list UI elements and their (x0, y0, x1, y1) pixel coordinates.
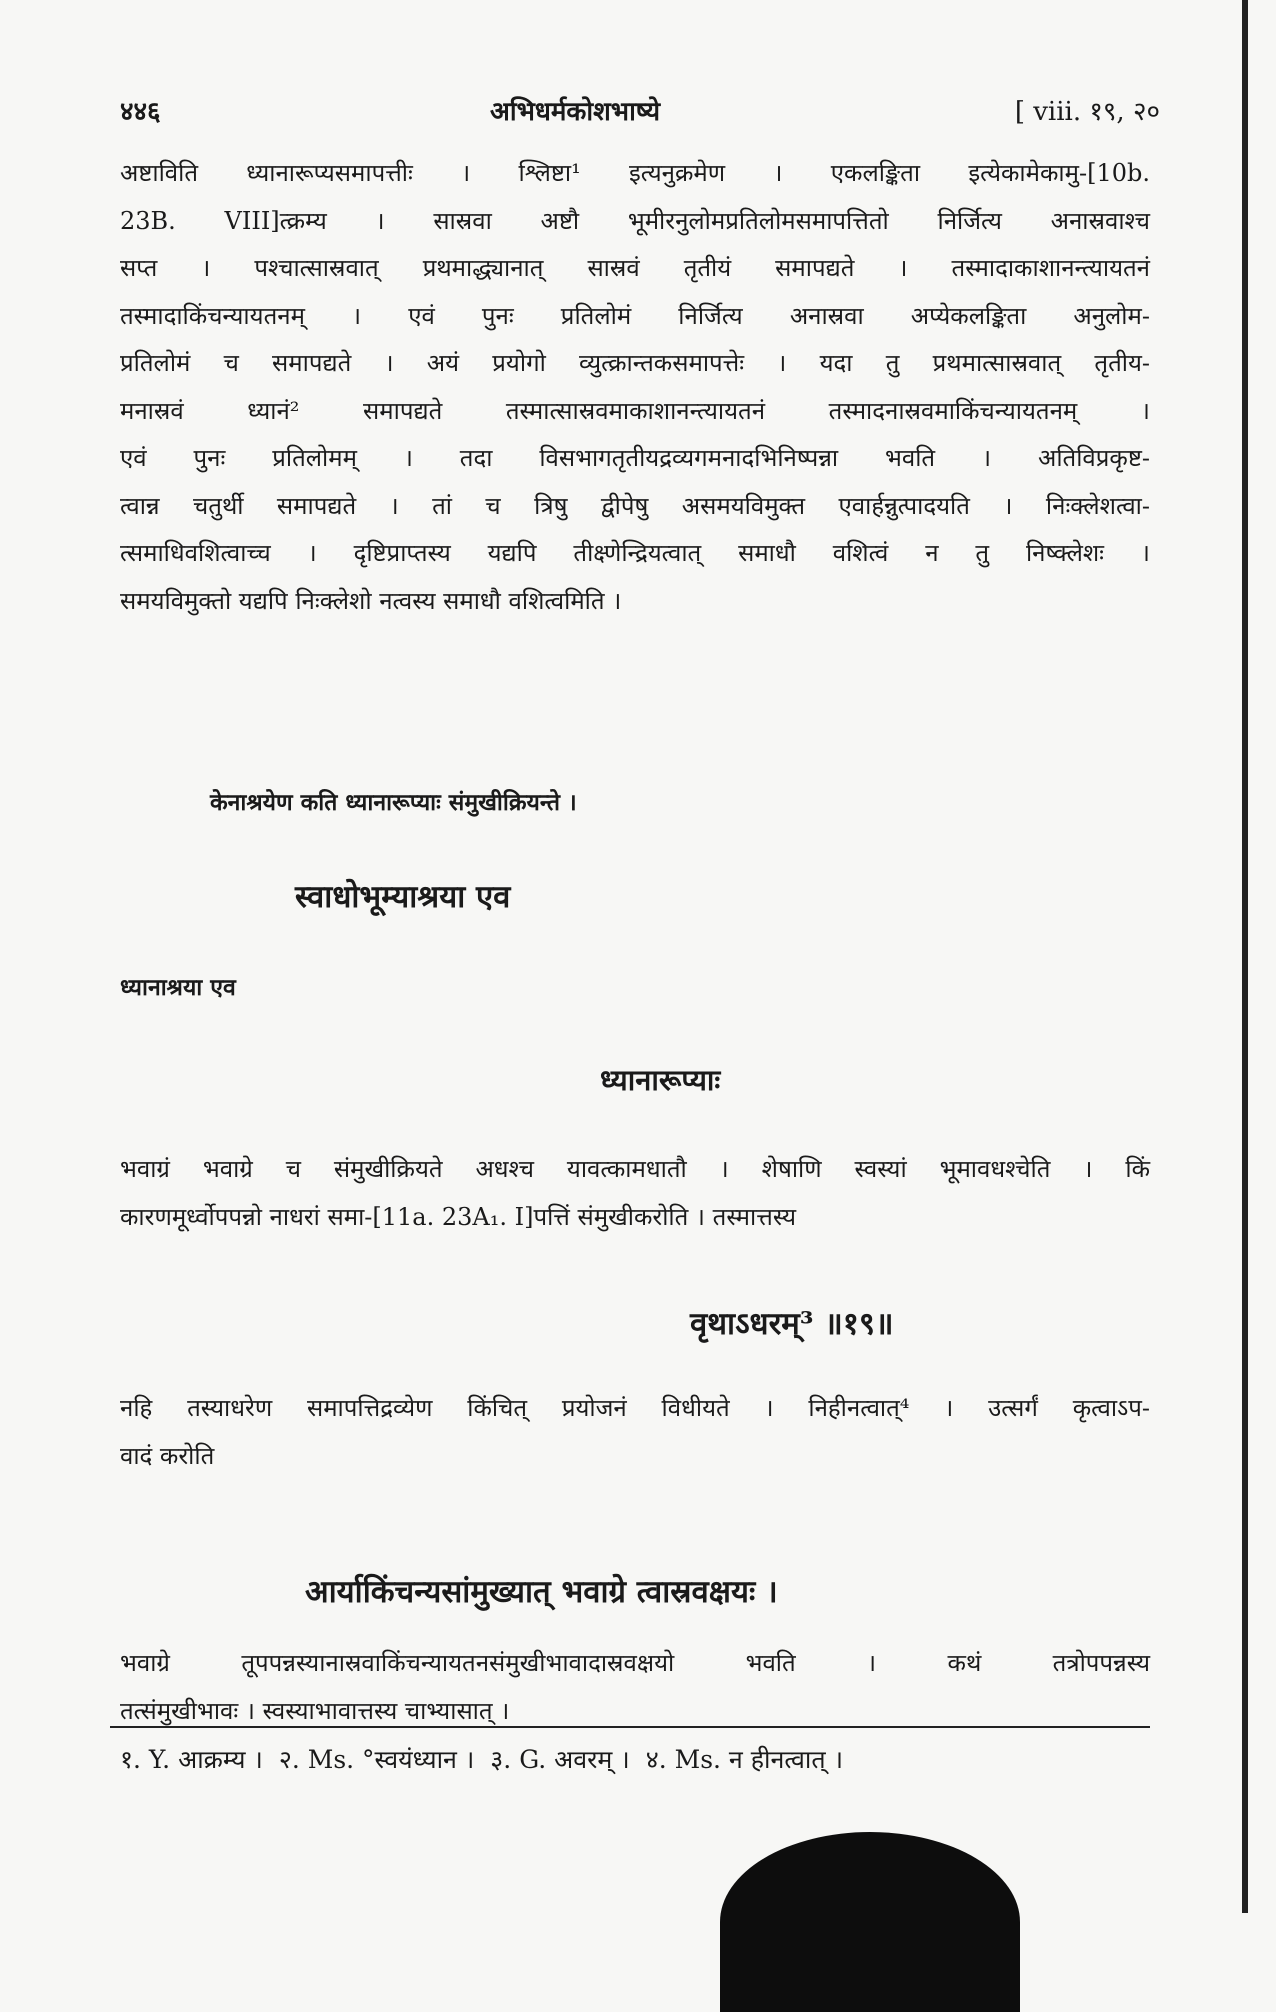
verse-line: ध्यानारूप्याः (600, 1063, 721, 1097)
text-line: समयविमुक्तो यद्यपि निःक्लेशो नत्वस्य समाधौ वशित्वमिति । (120, 586, 622, 615)
text-line: कारणमूर्ध्वोपपन्नो नाधरां समा-[11a. 23A₁. I]पत्तिं संमुखीकरोति । तस्मात्तस्य (120, 1202, 797, 1231)
text-line: 23B. VIII]त्क्रम्य । सास्रवा अष्टौ भूमीरनुलोमप्रतिलोमसमापत्तितो निर्जित्य अनास्रवाश्च (120, 206, 1150, 235)
footnote-separator (110, 1726, 1150, 1728)
running-title: अभिधर्मकोशभाष्ये (490, 97, 661, 127)
footnotes (120, 1742, 1150, 1776)
commentary-paragraph-2 (120, 1146, 1150, 1241)
text-line: नहि तस्याधरेण समापत्तिद्रव्येण किंचित् प्रयोजनं विधीयते । निहीनत्वात्⁴ । उत्सर्गं कृत्वाऽप- (120, 1394, 1150, 1422)
verse-line: स्वाधोभूम्याश्रया एव (295, 879, 511, 915)
scan-shadow-blot (720, 1832, 1020, 2012)
footnote: ३. G. अवरम् । (490, 1745, 630, 1774)
verse-line: वृथाऽधरम्³ ॥१९॥ (690, 1306, 894, 1342)
text-line: भवाग्रं भवाग्रे च संमुखीक्रियते अधश्च यावत्कामधातौ । शेषाणि स्वस्यां भूमावधश्चेति । किं (120, 1155, 1150, 1183)
text-line: तस्मादाकिंचन्यायतनम् । एवं पुनः प्रतिलोमं निर्जित्य अनास्रवा अप्येकलङ्किता अनुलोम- (120, 301, 1150, 330)
text-line: त्समाधिवशित्वाच्च । दृष्टिप्राप्तस्य यद्यपि तीक्ष्णेन्द्रियत्वात् समाधौ वशित्वं न तु निष्क्लेशः । (120, 539, 1150, 567)
commentary-paragraph-3 (120, 1385, 1150, 1480)
text-line: प्रतिलोमं च समापद्यते । अयं प्रयोगो व्युत्क्रान्तकसमापत्तेः । यदा तु प्रथमात्सास्रवात् तृतीय- (120, 349, 1150, 377)
text-line: भवाग्रे तूपपन्नस्यानास्रवाकिंचन्यायतनसंमुखीभावादास्रवक्षयो भवति । कथं तत्रोपपन्नस्य (120, 1649, 1150, 1677)
text-line: वादं करोति (120, 1441, 215, 1470)
footnote: २. Ms. °स्वयंध्यान । (278, 1745, 475, 1774)
footnote: ४. Ms. न हीनत्वात् । (645, 1745, 844, 1774)
commentary-paragraph-1 (120, 150, 1150, 625)
page-number: ४४६ (120, 97, 161, 127)
text-line: मनास्रवं ध्यानं² समापद्यते तस्मात्सास्रवमाकाशानन्त्यायतनं तस्मादनास्रवमाकिंचन्यायतनम् । (120, 396, 1150, 425)
text-line: सप्त । पश्चात्सास्रवात् प्रथमाद्ध्यानात् सास्रवं तृतीयं समापद्यते । तस्मादाकाशानन्त्यायतनं (120, 254, 1150, 282)
text-line: एवं पुनः प्रतिलोमम् । तदा विसभागतृतीयद्रव्यगमनादभिनिष्पन्ना भवति । अतिविप्रकृष्ट- (120, 444, 1150, 472)
text-line: त्वान्न चतुर्थी समापद्यते । तां च त्रिषु द्वीपेषु असमयविमुक्त एवार्हन्नुत्पादयति । निःक्लेशत्वा- (120, 491, 1150, 520)
commentary-paragraph-4 (120, 1640, 1150, 1735)
text-line: अष्टाविति ध्यानारूप्यसमापत्तीः । श्लिष्टा¹ इत्यनुक्रमेण । एकलङ्किता इत्येकामेकामु-[10b. (120, 159, 1150, 187)
gloss-line: ध्यानाश्रया एव (120, 974, 236, 1001)
page-edge-border (1242, 0, 1248, 1913)
text-line: तत्संमुखीभावः । स्वस्याभावात्तस्य चाभ्यासात् । (120, 1696, 510, 1725)
verse-line: आर्याकिंचन्यसांमुख्यात् भवाग्रे त्वास्रवक्षयः । (305, 1574, 778, 1610)
question-line: केनाश्रयेण कति ध्यानारूप्याः संमुखीक्रियन्ते । (210, 789, 577, 816)
page-header (120, 92, 1160, 132)
footnote: १. Y. आक्रम्य । (120, 1745, 263, 1774)
verse-reference: [ viii. १९, २० (1014, 97, 1160, 127)
